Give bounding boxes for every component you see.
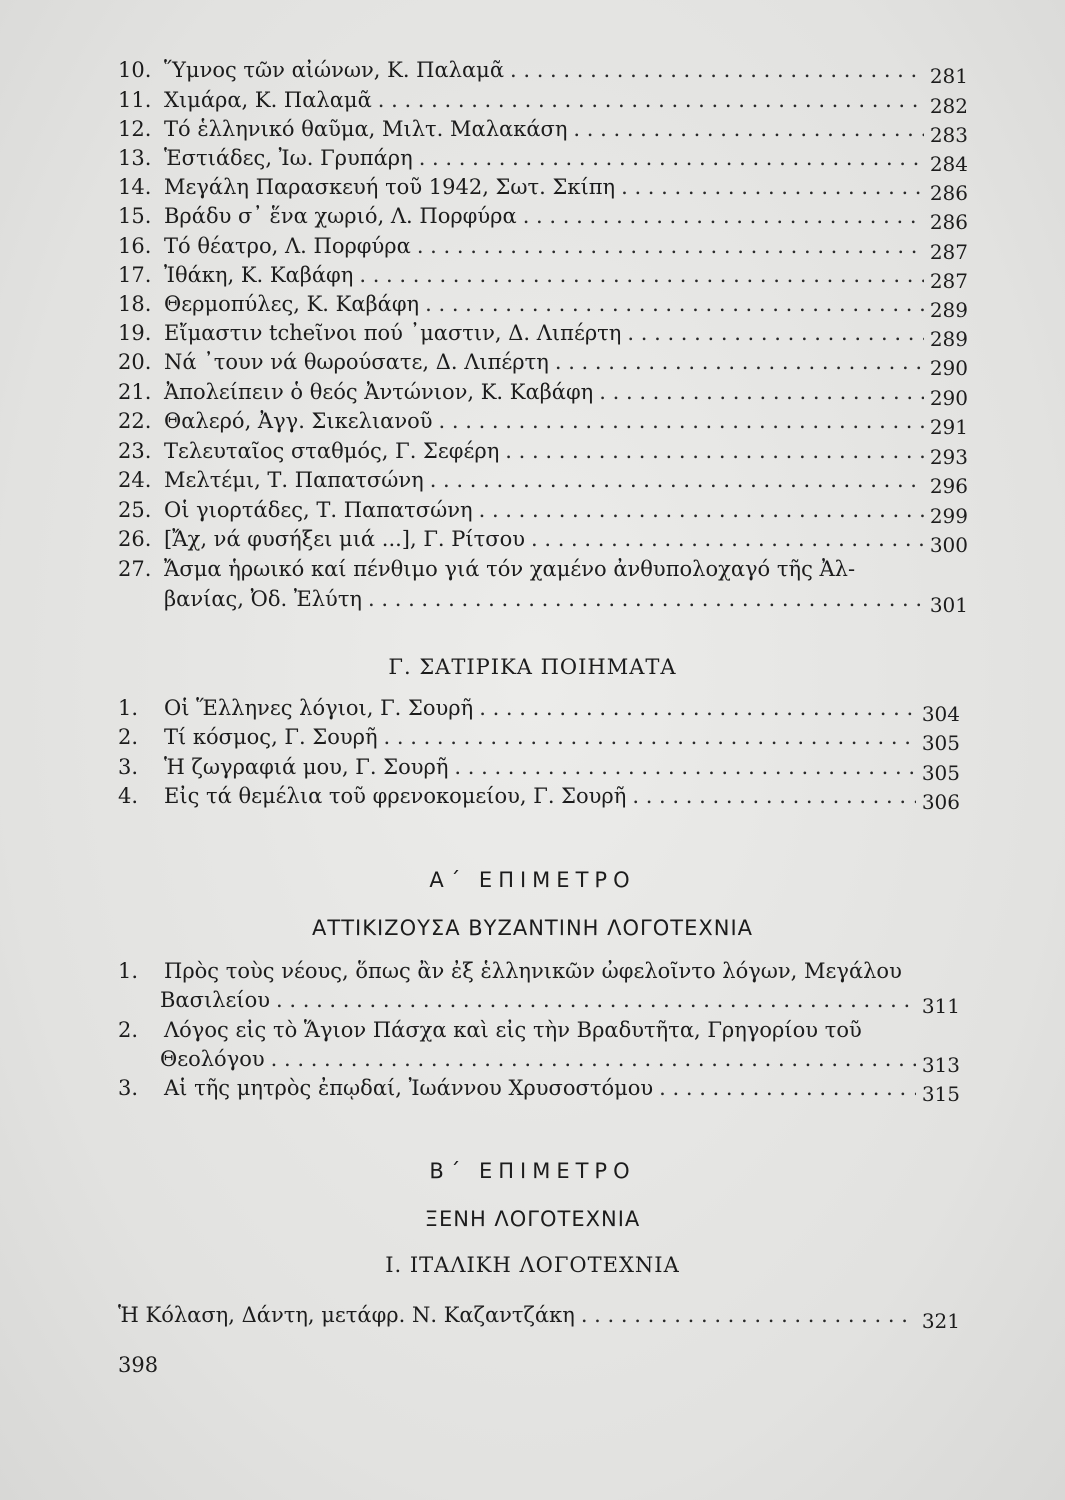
entry-page: 286 <box>929 181 968 205</box>
entry-number: 20. <box>118 350 152 374</box>
entry-number: 15. <box>118 204 152 228</box>
entry-title: Ὕμνος τῶν αἰώνων, Κ. Παλαμᾶ <box>164 58 504 82</box>
entry-title: Εἴμαστιν tcheῖνοι πού ᾽μαστιν, Δ. Λιπέρτη <box>164 321 622 345</box>
toc-entry-a1-line2 <box>160 985 960 1018</box>
toc-entry-26 <box>118 524 968 557</box>
toc-entry-10 <box>118 55 968 88</box>
entry-page: 281 <box>929 64 968 88</box>
entry-page: 305 <box>921 731 960 755</box>
entry-title: Θερμοπύλες, Κ. Καβάφη <box>164 292 420 316</box>
dot-leader <box>479 693 916 723</box>
entry-title: Χιμάρα, Κ. Παλαμᾶ <box>164 88 372 112</box>
entry-title: Οἱ γιορτάδες, Τ. Παπατσώνη <box>164 498 473 522</box>
toc-entry-12 <box>118 114 968 147</box>
entry-page: 290 <box>929 386 968 410</box>
entry-title: Εἰς τά θεμέλια τοῦ φρενοκομείου, Γ. Σουρῆ <box>164 784 627 808</box>
entry-page: 305 <box>921 761 960 785</box>
entry-page: 287 <box>929 269 968 293</box>
entry-title: Ἡ ζωγραφιά μου, Γ. Σουρῆ <box>164 755 449 779</box>
toc-entry-19 <box>118 318 968 351</box>
toc-entry-21 <box>118 377 968 410</box>
toc-entry-27-line1 <box>118 554 968 584</box>
entry-number: 10. <box>118 58 152 82</box>
entry-page: 313 <box>921 1053 960 1077</box>
entry-page: 290 <box>929 356 968 380</box>
dot-leader <box>531 524 924 554</box>
dot-leader <box>505 436 924 466</box>
entry-page: 301 <box>929 593 968 617</box>
entry-title: Ἄσμα ἡρωικό καί πένθιμο γιά τόν χαμένο ἀνθυπολοχαγό τῆς Ἀλ- <box>164 557 856 581</box>
dot-leader <box>271 1044 916 1074</box>
entry-title-continued: Θεολόγου <box>160 1047 265 1071</box>
entry-number: 23. <box>118 439 152 463</box>
entry-title-continued: βανίας, Ὀδ. Ἐλύτη <box>164 587 363 611</box>
appendix-a-heading: Α΄ ΕΠΙΜΕΤΡΟ <box>429 868 636 892</box>
entry-title: Ἑστιάδες, Ἰω. Γρυπάρη <box>164 146 413 170</box>
entry-number: 2. <box>118 725 139 749</box>
dot-leader <box>276 985 916 1015</box>
dot-leader <box>632 781 915 811</box>
entry-title: Ἡ Κόλαση, Δάντη, μετάφρ. Ν. Καζαντζάκη <box>118 1303 575 1327</box>
entry-title: Αἱ τῆς μητρὸς ἐπῳδαί, Ἰωάννου Χρυσοστόμου <box>164 1076 654 1100</box>
dot-leader <box>573 114 923 144</box>
toc-entry-a2-line1 <box>118 1015 960 1045</box>
toc-entry-24 <box>118 465 968 498</box>
toc-entry-14 <box>118 172 968 205</box>
toc-entry-dante <box>118 1300 960 1333</box>
entry-page: 293 <box>929 445 968 469</box>
entry-page: 284 <box>929 152 968 176</box>
entry-page: 282 <box>929 94 968 118</box>
toc-entry-c3 <box>118 752 960 785</box>
entry-number: 16. <box>118 234 152 258</box>
entry-title-continued: Βασιλείου <box>160 988 271 1012</box>
entry-page: 311 <box>921 994 960 1018</box>
toc-entry-18 <box>118 289 968 322</box>
entry-number: 13. <box>118 146 152 170</box>
entry-number: 11. <box>118 88 152 112</box>
entry-page: 304 <box>921 702 960 726</box>
toc-entry-17 <box>118 260 968 293</box>
entry-number: 22. <box>118 409 152 433</box>
entry-number: 18. <box>118 292 152 316</box>
italian-literature-heading: Ι. ΙΤΑΛΙΚΗ ΛΟΓΟΤΕΧΝΙΑ <box>385 1253 680 1277</box>
toc-entry-16 <box>118 231 968 264</box>
appendix-b-subheading: ΞΕΝΗ ΛΟΓΟΤΕΧΝΙΑ <box>424 1207 641 1231</box>
entry-title: Ἰθάκη, Κ. Καβάφη <box>164 263 354 287</box>
entry-title: Τί κόσμος, Γ. Σουρῆ <box>164 725 378 749</box>
entry-page: 289 <box>929 327 968 351</box>
entry-page: 321 <box>921 1309 960 1333</box>
toc-entry-a2-line2 <box>160 1044 960 1077</box>
section-heading-satirical: Γ. ΣΑΤΙΡΙΚΑ ΠΟΙΗΜΑΤΑ <box>388 655 677 679</box>
entry-title: Πρὸς τοὺς νέους, ὅπως ἂν ἐξ ἑλληνικῶν ὠφελοῖντο λόγων, Μεγάλου <box>164 959 902 983</box>
toc-entry-c4 <box>118 781 960 814</box>
dot-leader <box>581 1300 916 1330</box>
dot-leader <box>621 172 924 202</box>
entry-number: 2. <box>118 1018 139 1042</box>
entry-page: 287 <box>929 240 968 264</box>
entry-title: Νά ᾽τουν νά θωρούσατε, Δ. Λιπέρτη <box>164 350 549 374</box>
entry-number: 27. <box>118 557 152 581</box>
dot-leader <box>368 584 924 614</box>
entry-page: 283 <box>929 123 968 147</box>
entry-page: 315 <box>921 1082 960 1106</box>
entry-page: 291 <box>929 415 968 439</box>
entry-title: Τελευταῖος σταθμός, Γ. Σεφέρη <box>164 439 500 463</box>
entry-title: Λόγος εἰς τὸ Ἅγιον Πάσχα καὶ εἰς τὴν Βραδυτῆτα, Γρηγορίου τοῦ <box>164 1018 862 1042</box>
entry-number: 3. <box>118 755 139 779</box>
entry-page: 286 <box>929 210 968 234</box>
toc-entry-13 <box>118 143 968 176</box>
dot-leader <box>510 55 924 85</box>
dot-leader <box>430 465 924 495</box>
entry-title: Θαλερό, Ἀγγ. Σικελιανοῦ <box>164 409 433 433</box>
entry-page: 289 <box>929 298 968 322</box>
entry-number: 1. <box>118 696 139 720</box>
entry-number: 12. <box>118 117 152 141</box>
entry-number: 24. <box>118 468 152 492</box>
toc-entry-a3 <box>118 1073 960 1106</box>
dot-leader <box>627 318 923 348</box>
entry-number: 3. <box>118 1076 139 1100</box>
entry-title: Τό ἑλληνικό θαῦμα, Μιλτ. Μαλακάση <box>164 117 568 141</box>
toc-entry-11 <box>118 85 968 118</box>
entry-number: 17. <box>118 263 152 287</box>
entry-number: 21. <box>118 380 152 404</box>
entry-number: 19. <box>118 321 152 345</box>
toc-entry-22 <box>118 406 968 439</box>
entry-page: 296 <box>929 474 968 498</box>
dot-leader <box>384 722 916 752</box>
dot-leader <box>599 377 924 407</box>
toc-entry-c2 <box>118 722 960 755</box>
dot-leader <box>555 347 924 377</box>
toc-entry-15 <box>118 201 968 234</box>
toc-entry-23 <box>118 436 968 469</box>
dot-leader <box>419 143 924 173</box>
toc-entry-25 <box>118 495 968 528</box>
entry-number: 26. <box>118 527 152 551</box>
toc-entry-a1-line1 <box>118 956 960 986</box>
entry-page: 299 <box>929 504 968 528</box>
entry-title: Βράδυ σ᾽ ἕνα χωριό, Λ. Πορφύρα <box>164 204 517 228</box>
toc-entry-27-line2 <box>164 584 968 617</box>
entry-number: 25. <box>118 498 152 522</box>
dot-leader <box>523 201 924 231</box>
entry-title: Μελτέμι, Τ. Παπατσώνη <box>164 468 424 492</box>
page-number: 398 <box>118 1353 159 1377</box>
dot-leader <box>359 260 923 290</box>
dot-leader <box>659 1073 916 1103</box>
toc-entry-20 <box>118 347 968 380</box>
entry-title: [Ἄχ, νά φυσήξει μιά ...], Γ. Ρίτσου <box>164 527 525 551</box>
entry-number: 14. <box>118 175 152 199</box>
dot-leader <box>425 289 924 319</box>
entry-number: 1. <box>118 959 139 983</box>
entry-number: 4. <box>118 784 139 808</box>
appendix-a-subheading: ΑΤΤΙΚΙΖΟΥΣΑ ΒΥΖΑΝΤΙΝΗ ΛΟΓΟΤΕΧΝΙΑ <box>312 916 753 940</box>
dot-leader <box>439 406 924 436</box>
dot-leader <box>417 231 924 261</box>
entry-title: Ἀπολείπειν ὁ θεός Ἀντώνιον, Κ. Καβάφη <box>164 380 594 404</box>
dot-leader <box>378 85 924 115</box>
dot-leader <box>454 752 915 782</box>
toc-entry-c1 <box>118 693 960 726</box>
entry-page: 300 <box>929 533 968 557</box>
dot-leader <box>479 495 924 525</box>
entry-title: Τό θέατρο, Λ. Πορφύρα <box>164 234 411 258</box>
entry-title: Μεγάλη Παρασκευή τοῦ 1942, Σωτ. Σκίπη <box>164 175 616 199</box>
appendix-b-heading: Β΄ ΕΠΙΜΕΤΡΟ <box>429 1159 636 1183</box>
entry-title: Οἱ Ἕλληνες λόγιοι, Γ. Σουρῆ <box>164 696 474 720</box>
entry-page: 306 <box>921 790 960 814</box>
